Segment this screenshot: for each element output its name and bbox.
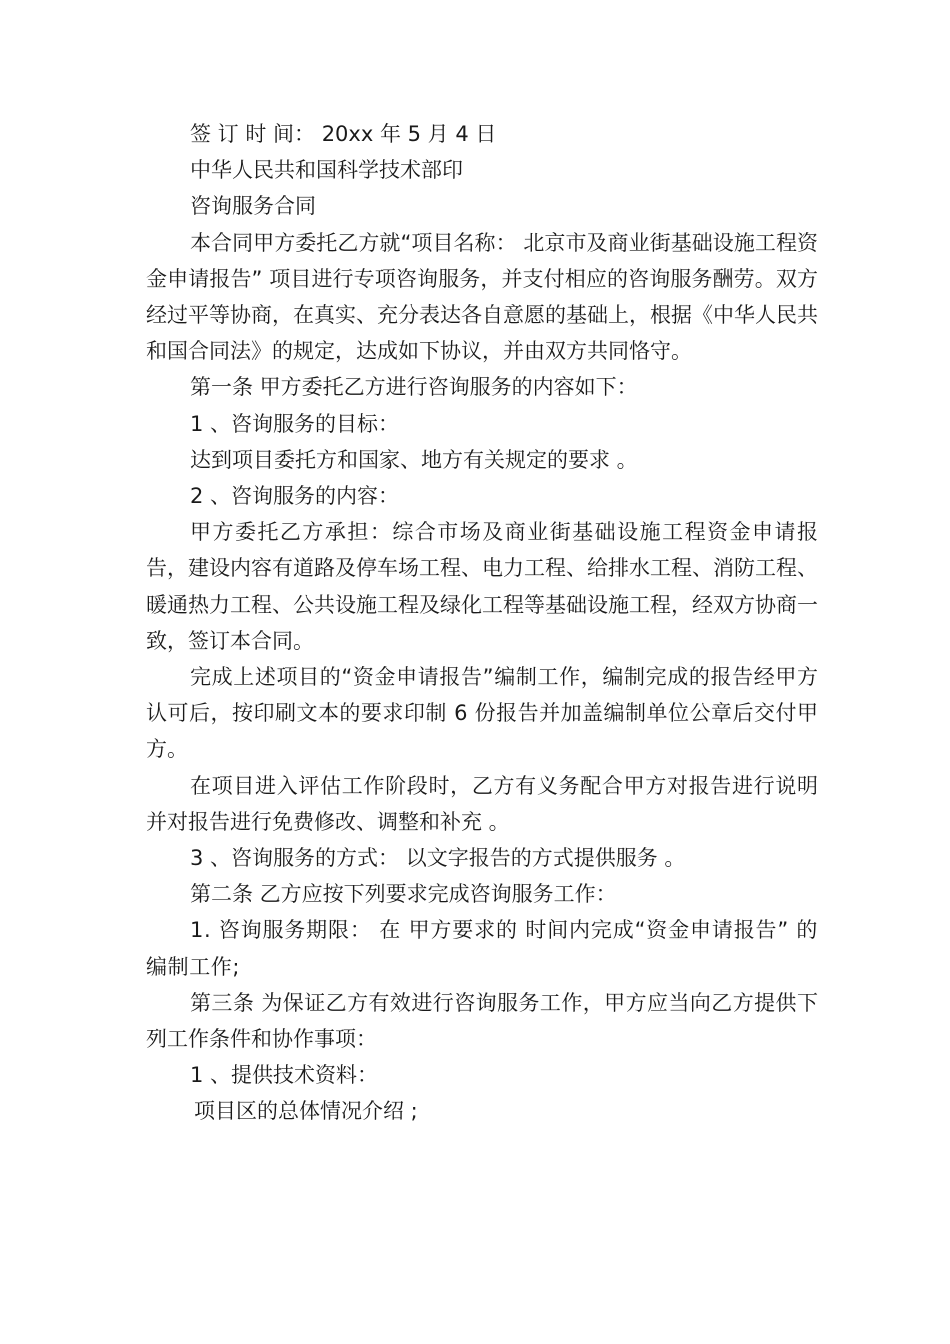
item-3-text: 3 、咨询服务的方式： 以文字报告的方式提供服务 。	[190, 846, 686, 871]
article-2-heading: 第二条 乙方应按下列要求完成咨询服务工作：	[190, 882, 617, 907]
item-2-text: 甲方委托乙方承担：综合市场及商业街基础设施工程资金申请报告，建设内容有道路及停车场工程、电力工程、给排水工程、消防工程、暖通热力工程、公共设施工程及绿化工程等基础设施工程，经双方协商一致，签订本合同。	[146, 520, 818, 653]
item-1-text: 达到项目委托方和国家、地方有关规定的要求 。	[190, 447, 638, 472]
item-1-heading: 1 、咨询服务的目标：	[190, 411, 400, 436]
issuer-line: 中华人民共和国科学技术部印	[190, 158, 463, 183]
evaluation-paragraph: 在项目进入评估工作阶段时，乙方有义务配合甲方对报告进行说明并对报告进行免费修改、调整和补充 。	[146, 773, 818, 834]
service-period-paragraph: 1. 咨询服务期限： 在 甲方要求的 时间内完成“资金申请报告” 的编制工作;	[146, 918, 818, 979]
project-overview-item: 项目区的总体情况介绍 ;	[194, 1099, 418, 1124]
signing-date: 签 订 时 间： 20xx 年 5 月 4 日	[190, 122, 497, 146]
preamble-paragraph: 本合同甲方委托乙方就“项目名称： 北京市及商业街基础设施工程资金申请报告” 项目进行专项咨询服务，并支付相应的咨询服务酬劳。双方经过平等协商，在真实、充分表达各自意愿的基础上，根据《中华人民共和国合同法》的规定，达成如下协议，并由双方共同恪守。	[146, 230, 818, 364]
article-3-heading: 第三条 为保证乙方有效进行咨询服务工作，甲方应当向乙方提供下列工作条件和协作事项：	[146, 990, 818, 1052]
article-1-heading: 第一条 甲方委托乙方进行咨询服务的内容如下：	[190, 375, 638, 400]
technical-data-heading: 1 、提供技术资料：	[190, 1063, 379, 1088]
item-2-heading: 2 、咨询服务的内容：	[190, 484, 400, 509]
deliverable-paragraph: 完成上述项目的“资金申请报告”编制工作，编制完成的报告经甲方认可后，按印刷文本的要求印制 6 份报告并加盖编制单位公章后交付甲方。	[146, 665, 818, 762]
document-body	[146, 116, 818, 1130]
contract-title: 咨询服务合同	[190, 194, 316, 219]
